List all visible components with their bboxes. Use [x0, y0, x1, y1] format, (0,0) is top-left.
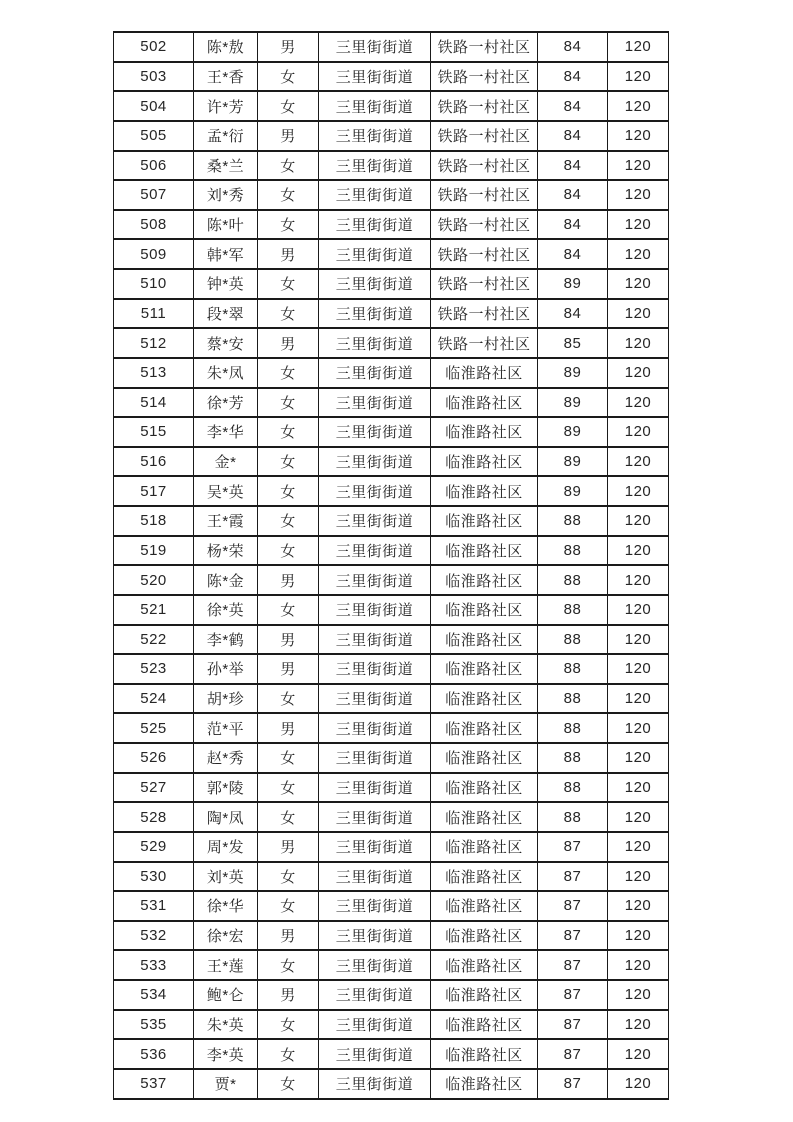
cell-street: 三里街街道 [319, 32, 431, 62]
table-row [114, 121, 669, 151]
table-row [114, 595, 669, 625]
cell-street: 三里街街道 [319, 328, 431, 358]
table-row [114, 269, 669, 299]
cell-name: 陈*叶 [194, 210, 258, 240]
cell-score: 88 [538, 773, 608, 803]
cell-name: 徐*芳 [194, 388, 258, 418]
cell-full_score: 120 [608, 210, 669, 240]
cell-serial_number: 530 [114, 862, 194, 892]
cell-street: 三里街街道 [319, 862, 431, 892]
cell-name: 陈*金 [194, 565, 258, 595]
cell-gender: 女 [258, 1069, 319, 1099]
cell-community: 临淮路社区 [431, 684, 538, 714]
table-row [114, 328, 669, 358]
cell-street: 三里街街道 [319, 447, 431, 477]
cell-name: 陈*敖 [194, 32, 258, 62]
cell-gender: 女 [258, 299, 319, 329]
cell-gender: 男 [258, 713, 319, 743]
cell-score: 84 [538, 151, 608, 181]
cell-serial_number: 505 [114, 121, 194, 151]
cell-gender: 女 [258, 773, 319, 803]
cell-serial_number: 509 [114, 239, 194, 269]
cell-street: 三里街街道 [319, 358, 431, 388]
cell-street: 三里街街道 [319, 980, 431, 1010]
cell-serial_number: 521 [114, 595, 194, 625]
cell-name: 许*芳 [194, 91, 258, 121]
cell-serial_number: 520 [114, 565, 194, 595]
cell-gender: 女 [258, 802, 319, 832]
cell-score: 84 [538, 32, 608, 62]
cell-serial_number: 503 [114, 62, 194, 92]
cell-score: 84 [538, 180, 608, 210]
cell-name: 周*发 [194, 832, 258, 862]
cell-name: 韩*军 [194, 239, 258, 269]
cell-full_score: 120 [608, 1010, 669, 1040]
cell-name: 陶*凤 [194, 802, 258, 832]
cell-full_score: 120 [608, 1039, 669, 1069]
cell-gender: 女 [258, 180, 319, 210]
cell-community: 铁路一村社区 [431, 32, 538, 62]
cell-gender: 女 [258, 476, 319, 506]
cell-full_score: 120 [608, 625, 669, 655]
cell-score: 84 [538, 210, 608, 240]
cell-serial_number: 534 [114, 980, 194, 1010]
cell-score: 85 [538, 328, 608, 358]
cell-street: 三里街街道 [319, 713, 431, 743]
cell-full_score: 120 [608, 476, 669, 506]
cell-gender: 女 [258, 862, 319, 892]
cell-gender: 女 [258, 1010, 319, 1040]
cell-street: 三里街街道 [319, 565, 431, 595]
cell-street: 三里街街道 [319, 743, 431, 773]
cell-community: 临淮路社区 [431, 862, 538, 892]
table-row [114, 773, 669, 803]
cell-street: 三里街街道 [319, 121, 431, 151]
cell-name: 王*莲 [194, 950, 258, 980]
cell-score: 88 [538, 625, 608, 655]
cell-community: 临淮路社区 [431, 802, 538, 832]
cell-community: 临淮路社区 [431, 1039, 538, 1069]
cell-score: 84 [538, 62, 608, 92]
cell-full_score: 120 [608, 62, 669, 92]
cell-full_score: 120 [608, 506, 669, 536]
cell-community: 铁路一村社区 [431, 91, 538, 121]
table-row [114, 862, 669, 892]
table-row [114, 654, 669, 684]
cell-community: 临淮路社区 [431, 625, 538, 655]
cell-score: 88 [538, 743, 608, 773]
cell-name: 孟*衍 [194, 121, 258, 151]
cell-community: 铁路一村社区 [431, 151, 538, 181]
cell-name: 郭*陵 [194, 773, 258, 803]
cell-serial_number: 511 [114, 299, 194, 329]
cell-score: 88 [538, 595, 608, 625]
cell-serial_number: 533 [114, 950, 194, 980]
cell-street: 三里街街道 [319, 91, 431, 121]
cell-community: 临淮路社区 [431, 654, 538, 684]
cell-community: 铁路一村社区 [431, 180, 538, 210]
cell-community: 临淮路社区 [431, 476, 538, 506]
cell-score: 88 [538, 654, 608, 684]
cell-full_score: 120 [608, 684, 669, 714]
cell-street: 三里街街道 [319, 506, 431, 536]
table-row [114, 1039, 669, 1069]
cell-gender: 女 [258, 151, 319, 181]
table-row [114, 210, 669, 240]
cell-serial_number: 537 [114, 1069, 194, 1099]
cell-gender: 女 [258, 506, 319, 536]
cell-street: 三里街街道 [319, 476, 431, 506]
cell-score: 87 [538, 862, 608, 892]
cell-gender: 女 [258, 210, 319, 240]
cell-gender: 女 [258, 447, 319, 477]
cell-street: 三里街街道 [319, 151, 431, 181]
table-row [114, 743, 669, 773]
cell-full_score: 120 [608, 239, 669, 269]
cell-score: 84 [538, 91, 608, 121]
cell-full_score: 120 [608, 388, 669, 418]
table-row [114, 802, 669, 832]
cell-full_score: 120 [608, 654, 669, 684]
cell-community: 临淮路社区 [431, 950, 538, 980]
cell-score: 89 [538, 388, 608, 418]
results-table [113, 31, 669, 1100]
cell-name: 李*华 [194, 417, 258, 447]
cell-score: 89 [538, 447, 608, 477]
table-row [114, 447, 669, 477]
cell-name: 朱*英 [194, 1010, 258, 1040]
cell-street: 三里街街道 [319, 62, 431, 92]
cell-full_score: 120 [608, 595, 669, 625]
cell-name: 赵*秀 [194, 743, 258, 773]
cell-gender: 女 [258, 358, 319, 388]
cell-full_score: 120 [608, 743, 669, 773]
table-row [114, 62, 669, 92]
cell-serial_number: 532 [114, 921, 194, 951]
cell-community: 临淮路社区 [431, 536, 538, 566]
cell-score: 87 [538, 980, 608, 1010]
table-row [114, 91, 669, 121]
cell-community: 临淮路社区 [431, 921, 538, 951]
cell-serial_number: 518 [114, 506, 194, 536]
cell-name: 徐*宏 [194, 921, 258, 951]
cell-serial_number: 516 [114, 447, 194, 477]
cell-street: 三里街街道 [319, 239, 431, 269]
cell-full_score: 120 [608, 299, 669, 329]
cell-street: 三里街街道 [319, 921, 431, 951]
cell-community: 铁路一村社区 [431, 239, 538, 269]
cell-name: 胡*珍 [194, 684, 258, 714]
cell-community: 临淮路社区 [431, 1010, 538, 1040]
cell-street: 三里街街道 [319, 802, 431, 832]
cell-full_score: 120 [608, 328, 669, 358]
table-row [114, 565, 669, 595]
cell-community: 临淮路社区 [431, 713, 538, 743]
table-row [114, 625, 669, 655]
table-row [114, 417, 669, 447]
cell-score: 89 [538, 269, 608, 299]
cell-score: 87 [538, 1039, 608, 1069]
cell-score: 89 [538, 358, 608, 388]
cell-gender: 女 [258, 1039, 319, 1069]
cell-score: 84 [538, 299, 608, 329]
cell-full_score: 120 [608, 832, 669, 862]
cell-score: 87 [538, 950, 608, 980]
cell-serial_number: 536 [114, 1039, 194, 1069]
cell-gender: 男 [258, 832, 319, 862]
table-row [114, 151, 669, 181]
cell-name: 钟*英 [194, 269, 258, 299]
table-row [114, 1010, 669, 1040]
cell-street: 三里街街道 [319, 536, 431, 566]
cell-score: 88 [538, 565, 608, 595]
cell-name: 李*英 [194, 1039, 258, 1069]
cell-name: 范*平 [194, 713, 258, 743]
cell-street: 三里街街道 [319, 1010, 431, 1040]
cell-full_score: 120 [608, 1069, 669, 1099]
cell-score: 87 [538, 891, 608, 921]
cell-street: 三里街街道 [319, 832, 431, 862]
table-row [114, 684, 669, 714]
cell-serial_number: 506 [114, 151, 194, 181]
cell-serial_number: 504 [114, 91, 194, 121]
cell-name: 贾* [194, 1069, 258, 1099]
cell-name: 杨*荣 [194, 536, 258, 566]
cell-community: 临淮路社区 [431, 1069, 538, 1099]
cell-street: 三里街街道 [319, 299, 431, 329]
cell-name: 吴*英 [194, 476, 258, 506]
table-row [114, 713, 669, 743]
cell-serial_number: 517 [114, 476, 194, 506]
cell-serial_number: 502 [114, 32, 194, 62]
cell-full_score: 120 [608, 891, 669, 921]
cell-serial_number: 528 [114, 802, 194, 832]
cell-name: 孙*举 [194, 654, 258, 684]
table-row [114, 921, 669, 951]
cell-street: 三里街街道 [319, 1039, 431, 1069]
cell-serial_number: 519 [114, 536, 194, 566]
cell-street: 三里街街道 [319, 595, 431, 625]
table-row [114, 506, 669, 536]
cell-street: 三里街街道 [319, 210, 431, 240]
cell-name: 刘*英 [194, 862, 258, 892]
cell-community: 临淮路社区 [431, 506, 538, 536]
cell-score: 88 [538, 536, 608, 566]
cell-name: 鲍*仑 [194, 980, 258, 1010]
cell-community: 铁路一村社区 [431, 210, 538, 240]
cell-street: 三里街街道 [319, 891, 431, 921]
cell-full_score: 120 [608, 269, 669, 299]
cell-name: 桑*兰 [194, 151, 258, 181]
cell-street: 三里街街道 [319, 773, 431, 803]
table-row [114, 388, 669, 418]
cell-name: 徐*华 [194, 891, 258, 921]
cell-community: 临淮路社区 [431, 743, 538, 773]
cell-serial_number: 510 [114, 269, 194, 299]
table-row [114, 180, 669, 210]
table-row [114, 832, 669, 862]
cell-street: 三里街街道 [319, 625, 431, 655]
cell-community: 铁路一村社区 [431, 328, 538, 358]
cell-gender: 男 [258, 121, 319, 151]
cell-score: 88 [538, 684, 608, 714]
cell-gender: 女 [258, 595, 319, 625]
table-row [114, 891, 669, 921]
cell-full_score: 120 [608, 121, 669, 151]
cell-gender: 男 [258, 625, 319, 655]
table-row [114, 299, 669, 329]
cell-gender: 女 [258, 950, 319, 980]
cell-serial_number: 535 [114, 1010, 194, 1040]
cell-score: 89 [538, 417, 608, 447]
cell-street: 三里街街道 [319, 180, 431, 210]
cell-score: 87 [538, 1010, 608, 1040]
cell-community: 临淮路社区 [431, 891, 538, 921]
cell-community: 临淮路社区 [431, 388, 538, 418]
cell-full_score: 120 [608, 151, 669, 181]
cell-serial_number: 529 [114, 832, 194, 862]
results-table-body [114, 32, 669, 1099]
cell-name: 金* [194, 447, 258, 477]
table-row [114, 1069, 669, 1099]
cell-serial_number: 513 [114, 358, 194, 388]
cell-name: 朱*凤 [194, 358, 258, 388]
cell-serial_number: 526 [114, 743, 194, 773]
cell-community: 铁路一村社区 [431, 62, 538, 92]
cell-serial_number: 524 [114, 684, 194, 714]
cell-gender: 女 [258, 91, 319, 121]
table-row [114, 239, 669, 269]
cell-full_score: 120 [608, 862, 669, 892]
cell-serial_number: 515 [114, 417, 194, 447]
cell-community: 临淮路社区 [431, 417, 538, 447]
cell-score: 88 [538, 802, 608, 832]
cell-score: 88 [538, 713, 608, 743]
cell-full_score: 120 [608, 773, 669, 803]
cell-full_score: 120 [608, 180, 669, 210]
cell-name: 李*鹤 [194, 625, 258, 655]
cell-gender: 女 [258, 536, 319, 566]
cell-full_score: 120 [608, 950, 669, 980]
cell-score: 87 [538, 1069, 608, 1099]
cell-gender: 女 [258, 388, 319, 418]
cell-serial_number: 527 [114, 773, 194, 803]
cell-street: 三里街街道 [319, 950, 431, 980]
cell-street: 三里街街道 [319, 388, 431, 418]
cell-gender: 女 [258, 743, 319, 773]
cell-gender: 男 [258, 565, 319, 595]
cell-community: 临淮路社区 [431, 565, 538, 595]
cell-full_score: 120 [608, 980, 669, 1010]
cell-community: 临淮路社区 [431, 358, 538, 388]
cell-full_score: 120 [608, 536, 669, 566]
cell-street: 三里街街道 [319, 417, 431, 447]
cell-gender: 男 [258, 980, 319, 1010]
cell-name: 刘*秀 [194, 180, 258, 210]
table-row [114, 476, 669, 506]
cell-community: 铁路一村社区 [431, 121, 538, 151]
cell-score: 87 [538, 921, 608, 951]
cell-community: 铁路一村社区 [431, 299, 538, 329]
cell-serial_number: 525 [114, 713, 194, 743]
cell-full_score: 120 [608, 32, 669, 62]
cell-serial_number: 514 [114, 388, 194, 418]
cell-community: 铁路一村社区 [431, 269, 538, 299]
cell-gender: 女 [258, 891, 319, 921]
table-row [114, 32, 669, 62]
cell-name: 徐*英 [194, 595, 258, 625]
cell-community: 临淮路社区 [431, 980, 538, 1010]
cell-full_score: 120 [608, 91, 669, 121]
cell-score: 87 [538, 832, 608, 862]
cell-community: 临淮路社区 [431, 595, 538, 625]
cell-score: 84 [538, 239, 608, 269]
cell-score: 88 [538, 506, 608, 536]
cell-full_score: 120 [608, 417, 669, 447]
table-row [114, 358, 669, 388]
cell-gender: 男 [258, 32, 319, 62]
cell-street: 三里街街道 [319, 684, 431, 714]
cell-community: 临淮路社区 [431, 773, 538, 803]
cell-full_score: 120 [608, 447, 669, 477]
cell-full_score: 120 [608, 565, 669, 595]
cell-full_score: 120 [608, 358, 669, 388]
cell-name: 王*霞 [194, 506, 258, 536]
cell-gender: 男 [258, 654, 319, 684]
table-row [114, 536, 669, 566]
cell-serial_number: 531 [114, 891, 194, 921]
cell-serial_number: 508 [114, 210, 194, 240]
cell-full_score: 120 [608, 802, 669, 832]
cell-name: 王*香 [194, 62, 258, 92]
cell-gender: 女 [258, 684, 319, 714]
cell-name: 蔡*安 [194, 328, 258, 358]
cell-street: 三里街街道 [319, 269, 431, 299]
cell-serial_number: 507 [114, 180, 194, 210]
cell-gender: 男 [258, 328, 319, 358]
cell-serial_number: 523 [114, 654, 194, 684]
cell-community: 临淮路社区 [431, 832, 538, 862]
cell-serial_number: 522 [114, 625, 194, 655]
cell-gender: 女 [258, 417, 319, 447]
cell-full_score: 120 [608, 713, 669, 743]
cell-score: 84 [538, 121, 608, 151]
table-row [114, 980, 669, 1010]
cell-name: 段*翠 [194, 299, 258, 329]
table-row [114, 950, 669, 980]
cell-street: 三里街街道 [319, 654, 431, 684]
cell-gender: 女 [258, 62, 319, 92]
cell-serial_number: 512 [114, 328, 194, 358]
cell-street: 三里街街道 [319, 1069, 431, 1099]
cell-gender: 男 [258, 239, 319, 269]
cell-full_score: 120 [608, 921, 669, 951]
cell-gender: 女 [258, 269, 319, 299]
cell-gender: 男 [258, 921, 319, 951]
cell-community: 临淮路社区 [431, 447, 538, 477]
cell-score: 89 [538, 476, 608, 506]
